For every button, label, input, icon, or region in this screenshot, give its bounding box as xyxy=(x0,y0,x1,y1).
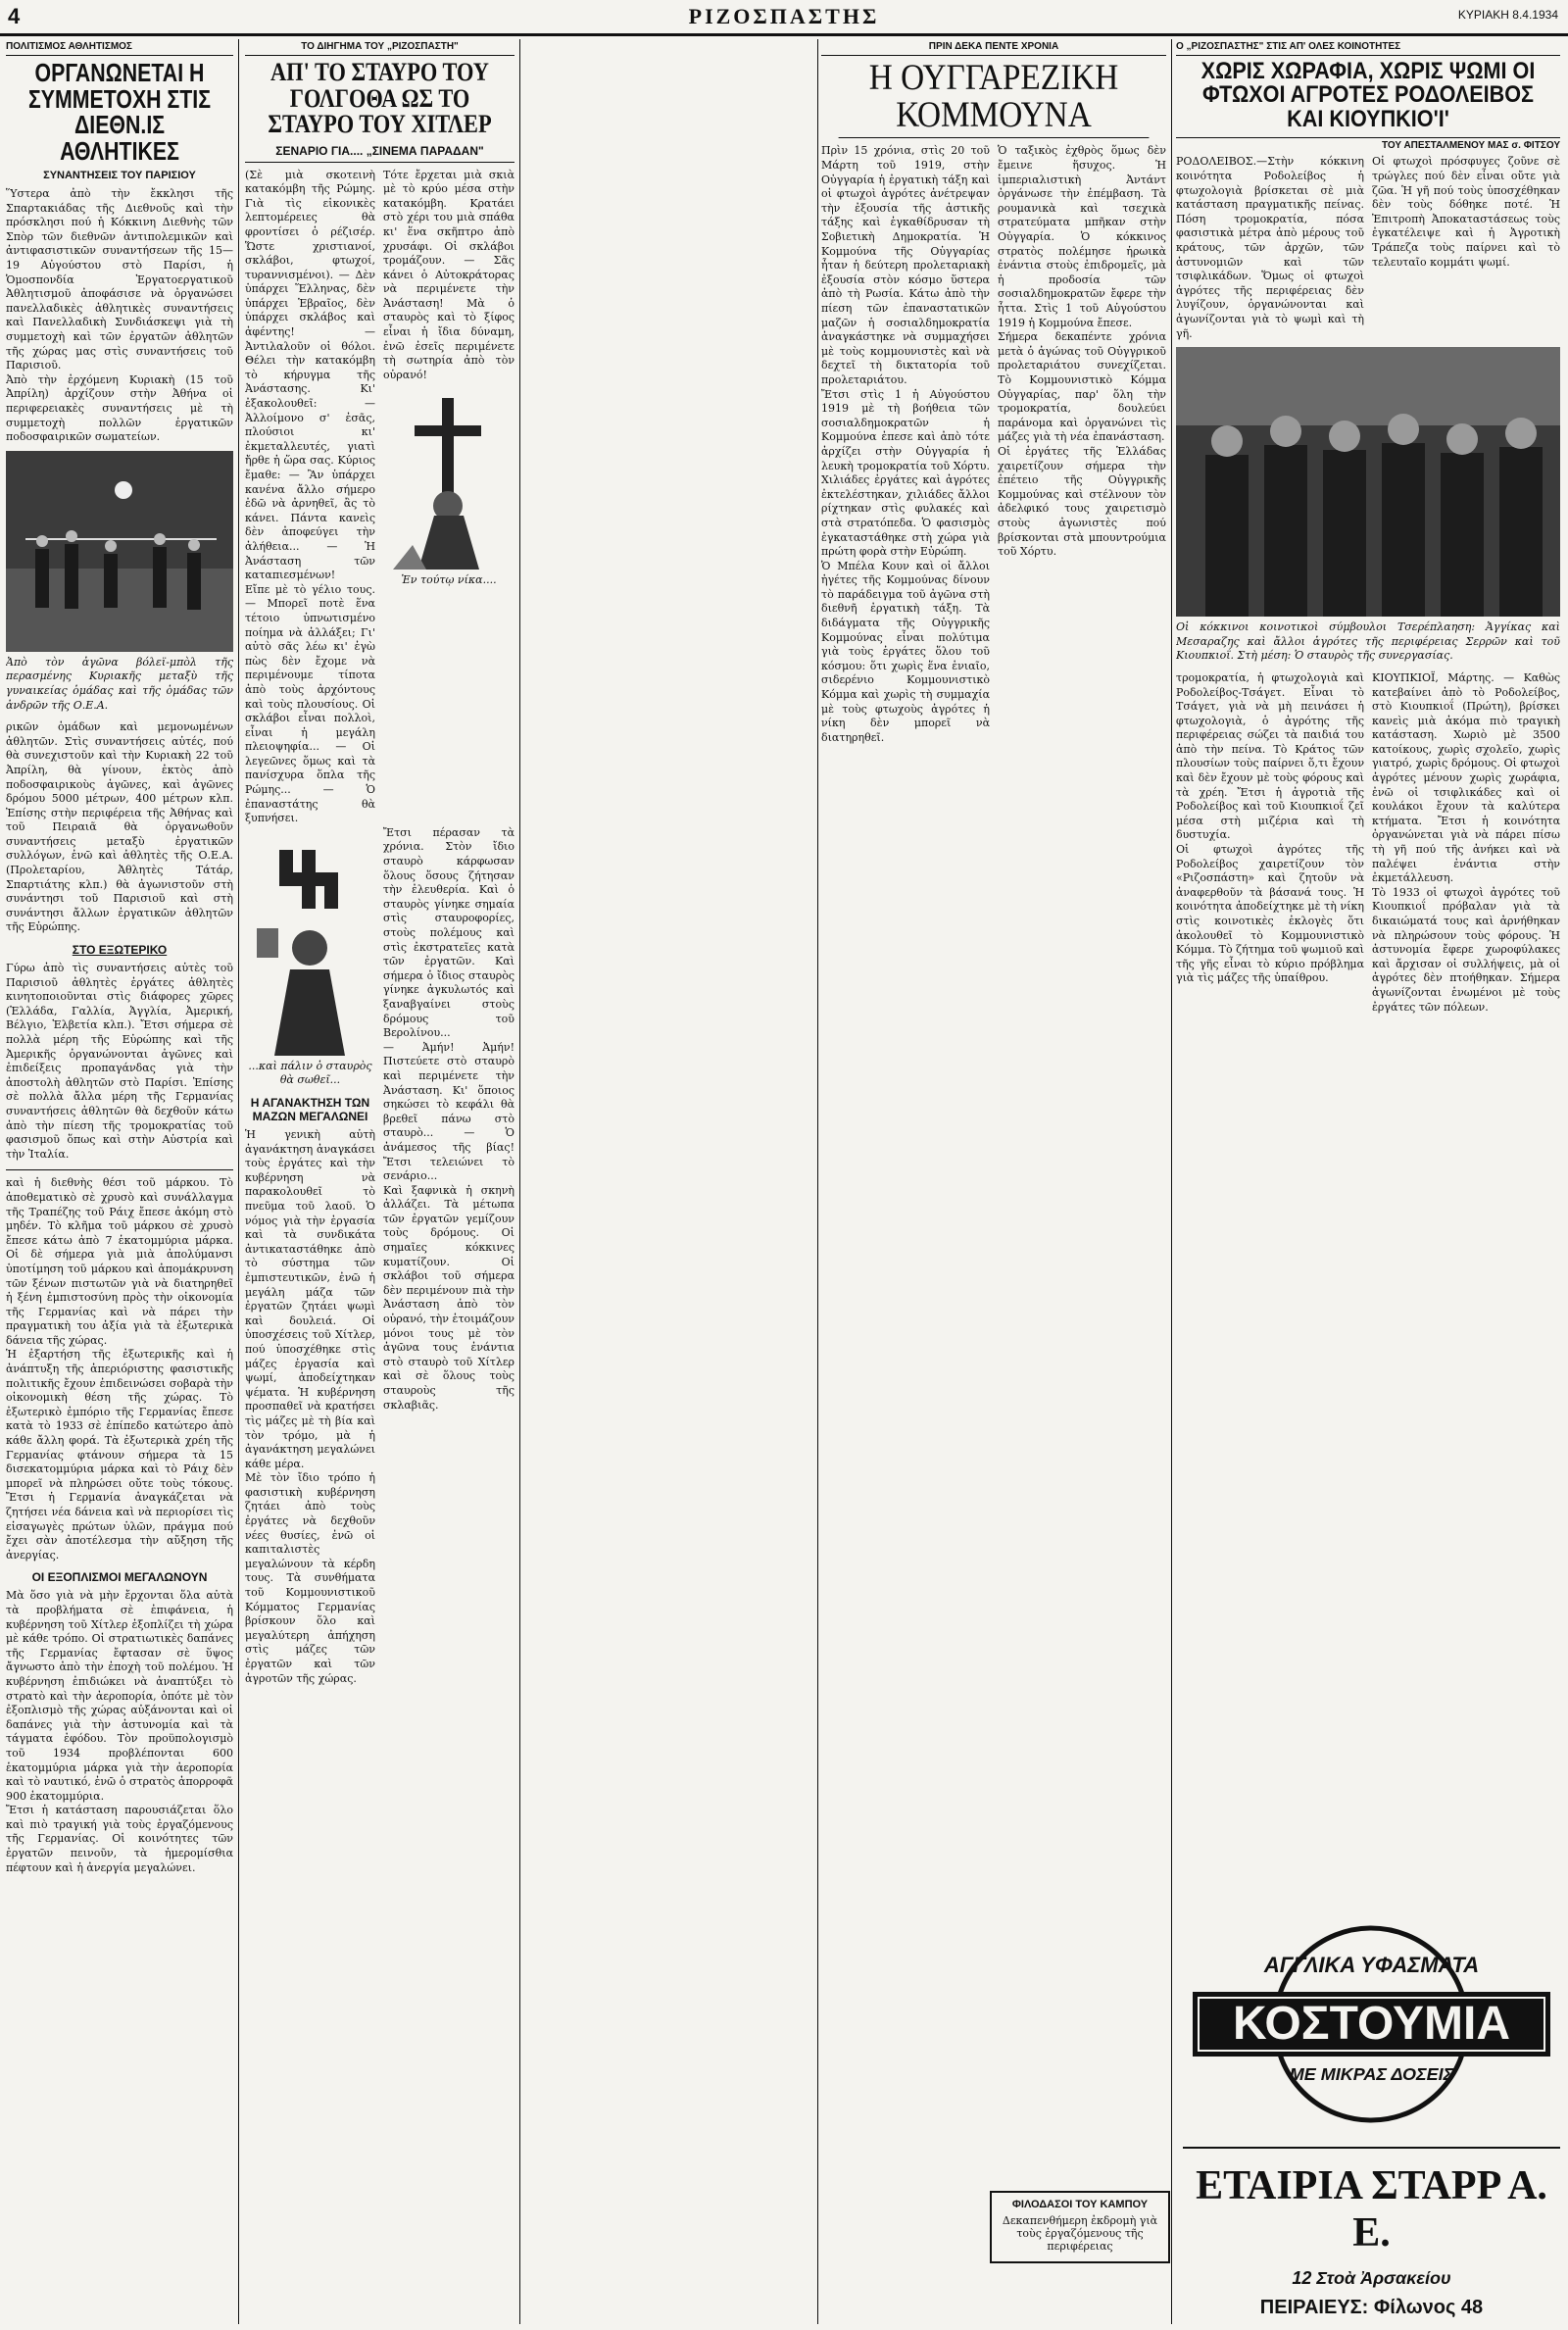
column-rule xyxy=(238,39,239,2324)
commune-text-c: Ἔτσι στὶς 1 ἡ Αὐγούστου 1919 μὲ τὴ βοήθεια τῶν σοσιαλδημοκρατῶν ἡ Κομμούνα ἐπεσε καὶ ἀπὸ τότε ἀρχίζει στὴν Οὐγγαρία ἡ λευκὴ τρομοκρατία τοῦ Χόρτυ. Χιλιάδες ἐργάτες καὶ ἀγρότες ἐκτελέστηκαν, χιλιάδες ἄλλοι ρίχτηκαν στὶς φυλακές καὶ στὰ στρατόπεδα. Ὁ φασισμὸς ἐγκαταστάθηκε στὴ χώρα γιὰ πρώτη φορὰ στὴν Εὐρώπη. xyxy=(821,387,990,559)
commune-kicker: ΠΡΙΝ ΔΕΚΑ ΠΕΝΤΕ ΧΡΟΝΙΑ xyxy=(821,39,1166,56)
story-text-a: (Σὲ μιὰ σκοτεινὴ κατακόμβη τῆς Ρώμης. Γιὰ τὶς εἰκονικὲς λεπτομέρειες θὰ φροντίσει ὁ ρέζισέρ. Ὥστε χριστιανοί, σκλάβοι, φτωχοί, τυραννισμένοι). — Δὲν ὑπάρχει Ἕλληνας, δὲν ὑπάρχει Ἑβραῖος, δὲν ὑπάρχει σκλάβος καὶ ἀφέντης! — Ἀντιλαλοῦν οἱ θόλοι. Θέλει τὴν κατακόμβη τὸ κήρυγμα τῆς Ἀνάστασης. Κι' ἐξακολουθεῖ: — Ἀλλοίμονο σ' ἐσᾶς, πλούσιοι κι' ἐκμεταλλευτές, γιατὶ ἤρθε ἡ ὥρα σας. Κύριος ἔμαθε: — Ἂν ὑπάρχει κανένα ἄλλο σήμερο ἐδῶ νὰ ἀρνηθεῖ, ἂς τὸ κάνει. Πάντα κανεὶς δὲν ἀποφεύγει τὴν ἀλήθεια... — Ἡ Ἀνάσταση τῶν καταπιεσμένων! xyxy=(245,168,375,582)
rodoleivos-kicker: Ο „ΡΙΖΟΣΠΑΣΤΗΣ" ΣΤΙΣ ΑΠ' ΟΛΕΣ ΚΟΙΝΟΤΗΤΕΣ xyxy=(1176,39,1560,56)
story-text-b: Εἴπε μὲ τὸ γέλιο τους. — Μπορεῖ ποτὲ ἕνα τέτοιο ὑπνωτισμένο ποίημα νὰ ἀλλάξει; Γι' αὐτὸ σᾶς λέω κι' ἐγὼ πὼς δὲν ἔχομε νὰ περιμένουμε τίποτα ἀπὸ τοὺς ἀρχόντους καὶ τοὺς πλουσίους. Οἱ σκλάβοι εἶναι πολλοὶ, εἶναι ἡ μεγάλη πλειοψηφία... — Οἱ λεγεῶνες ὅμως καὶ τὰ πανίσχυρα ὅπλα τῆς Ρώμης... — Ὁ ἐπαναστάτης θὰ ξυπνήσει. xyxy=(245,582,375,825)
indignation-heading: Η ΑΓΑΝΑΚΤΗΣΗ ΤΩΝ ΜΑΖΩΝ ΜΕΓΑΛΩΝΕΙ xyxy=(250,1096,370,1124)
story-headline: ΑΠ' ΤΟ ΣΤΑΥΡΟ ΤΟΥ ΓΟΛΓΟΘΑ ΩΣ ΤΟ ΣΤΑΥΡΟ ΤΟΥ ΧΙΤΛΕΡ xyxy=(268,58,492,139)
armament-body-2: Ἔτσι ἡ κατάσταση παρουσιάζεται ὅλο καὶ πιὸ τραγική γιὰ τοὺς ἐργαζόμενους τῆς Γερμανίας. Οἱ κοινότητες τῶν ἐργατῶν πεινοῦν, τὰ ἡμερομίσθια πέφτουν καὶ ἡ ἀνεργία μεγαλώνει. xyxy=(6,1804,233,1874)
commune-text-f: Οἱ ἐργάτες τῆς Ἑλλάδας χαιρετίζουν σήμερα τὴν ἐπέτειο τῆς Οὐγγρικῆς Κομμούνας καὶ στέλνουν τὸν ἀδελφικό τους χαιρετισμὸ στοὺς ἀγωνιστὲς πού βρίσκονται στὰ μπουντρούμια τοῦ Χόρτυ. xyxy=(998,444,1166,559)
column-rule xyxy=(817,39,818,2324)
kampos-ad xyxy=(990,2191,1170,2263)
sports-subhead: ΣΥΝΑΝΤΗΣΕΙΣ ΤΟΥ ΠΑΡΙΣΙΟΥ xyxy=(43,170,196,182)
volleyball-photo-caption: Ἀπὸ τὸν ἀγῶνα βόλεϊ-μπὸλ τῆς περασμένης Κυριακῆς μεταξὺ τῆς γυναικείας ὁμάδας καὶ τῆς ὁμάδας τῶν ἀνδρῶν τῆς Ο.Ε.Α. xyxy=(6,655,233,712)
kioupkioi-text-2: Τὸ 1933 οἱ φτωχοὶ ἀγρότες τοῦ Κιουπκιοΐ πρόβαλαν γιὰ τὰ δικαιώματά τους καὶ ἀρνήθηκαν νὰ πληρώσουν τοὺς φόρους. Ἡ ἀστυνομία ἔφερε χωροφύλακες καὶ ἄρχισαν οἱ συλλήψεις, μὰ οἱ ἀγρότες δὲν πτοήθηκαν. Σήμερα ἀγωνίζονται ἑνωμένοι μὲ τοὺς ἐργάτες τῶν πόλεων. xyxy=(1372,885,1560,1014)
issue-date: ΚΥΡΙΑΚΗ 8.4.1934 xyxy=(1457,8,1558,22)
kampos-ad-title: ΦΙΛΟΔΑΣΟΙ ΤΟΥ ΚΑΜΠΟΥ xyxy=(1011,2199,1149,2210)
starr-company-name: ΕΤΑΙΡΙΑ ΣΤΑΡΡ Α. Ε. xyxy=(1196,2163,1547,2256)
starr-address-piraeus: ΠΕΙΡΑΙΕΥΣ: Φίλωνος 48 xyxy=(1259,2297,1484,2318)
councillors-photo-image xyxy=(1176,347,1560,617)
newspaper-name: ΡΙΖΟΣΠΑΣΤΗΣ xyxy=(688,4,880,28)
masthead xyxy=(0,0,1568,36)
volleyball-photo-image xyxy=(6,451,233,652)
kioupkioi-text: ΚΙΟΥΠΚΙΟΪ, Μάρτης. — Καθὼς κατεβαίνει ἀπὸ τὸ Ροδολείβος, στὸ Κιουπκιοΐ (Πρώτη), βρίσκει κανεὶς μιὰ ἀκόμα πιὸ τραγικὴ κατάσταση. Χωριὸ μὲ 3500 κατοίκους, χωρὶς σχολεῖο, χωρὶς γιατρό, χωρὶς δρόμους. Οἱ φτωχοὶ ἀγρότες μένουν χωρὶς χωράφια, ἐνῶ οἱ τσιφλικάδες καὶ οἱ κουλάκοι ἔχουν τὰ καλύτερα κτήματα. Ἔτσι ἡ κοινότητα ὀργανώνεται γιὰ νὰ πάρει πίσω τὴ γῆ πού τῆς ἀνήκει καὶ νὰ παλέψει ἐνάντια στὴν ἐκμετάλλευση. xyxy=(1372,670,1560,885)
starr-ad xyxy=(1183,2147,1560,2325)
councillors-photo xyxy=(1176,347,1560,617)
germany-body: καὶ ἡ διεθνὴς θέσι τοῦ μάρκου. Τὸ ἀποθεματικὸ σὲ χρυσὸ καὶ συνάλλαγμα τῆς Τραπέζης τοῦ Ράιχ ἔπεσε ἀκόμη στὸ μηδέν. Τὸ κλῆμα τοῦ μάρκου σὲ χρυσὸ ἔπεσε κάτω ἀπὸ 7 ἑκατομμύρια μάρκα. Οἱ δὲ σήμερα γιὰ μιὰ ἀπολύμανσι ὑποτίμηση τοῦ μάρκου καὶ ἀπομάκρυνση τῶν ξένων πιστωτῶν γιὰ νὰ διατηρηθεῖ ἡ ξένη ἐμπιστοσύνη πρὸς τὴν οἰκονομία τῆς Γερμανίας καὶ νὰ πάρει τὴν πραγματικὴ του ἀξία γιὰ τὰ ἐξωτερικὰ δάνεια τῆς χώρας. xyxy=(6,1176,233,1347)
starr-address-athens: 12 Στοὰ Ἀρσακείου xyxy=(1292,2268,1451,2288)
byline: ΤΟΥ ΑΠΕΣΤΑΛΜΕΝΟΥ ΜΑΣ σ. ΦΙΤΣΟΥ xyxy=(1176,137,1560,151)
story-kicker: ΤΟ ΔΙΗΓΗΜΑ ΤΟΥ „ΡΙΖΟΣΠΑΣΤΗ" xyxy=(245,39,514,56)
hitler-cross-cartoon xyxy=(245,830,375,1056)
cross-cartoon-caption: Ἐν τούτῳ νίκα.... xyxy=(401,573,497,587)
story-text-d: Ἔτσι πέρασαν τὰ χρόνια. Στὸν ἴδιο σταυρὸ κάρφωσαν ὅλους ὅσους ζήτησαν τὴν ἐλευθερία. Καὶ ὁ σταυρὸς γίνηκε σημαία στὶς σταυροφορίες, στοὺς πολέμους καὶ στὶς ἐκστρατεῖες κατὰ τῶν ἐργατῶν. Καὶ σήμερα ὁ ἴδιος σταυρὸς γίνηκε ἀγκυλωτός καὶ ξαναβγαίνει στοὺς δρόμους τοῦ Βερολίνου... xyxy=(383,825,514,1040)
hitler-cross-caption: ...καὶ πάλιν ὁ σταυρὸς θὰ σωθεῖ... xyxy=(248,1059,372,1087)
rodoleivos-headline: ΧΩΡΙΣ ΧΩΡΑΦΙΑ, ΧΩΡΙΣ ΨΩΜΙ ΟΙ ΦΤΩΧΟΙ ΑΓΡΟΤΕΣ ΡΟΔΟΛΕΙΒΟΣ ΚΑΙ ΚΙΟΥΠΚΙΟ'Ι' xyxy=(1200,58,1536,132)
story-subhead: ΣΕΝΑΡΙΟ ΓΙΑ.... „ΣΙΝΕΜΑ ΠΑΡΑΔΑΝ" xyxy=(245,144,514,163)
abroad-heading: ΣΤΟ ΕΞΩΤΕΡΙΚΟ xyxy=(72,943,168,958)
column-rule xyxy=(1171,39,1172,2324)
indignation-body-2: Μὲ τὸν ἴδιο τρόπο ἡ φασιστικὴ κυβέρνηση ζητάει ἀπὸ τοὺς ἐργάτες νὰ δεχθοῦν νέες θυσίες, ἐνῶ οἱ καπιταλιστὲς μεγαλώνουν τὰ κέρδη τους. Τὰ συνθήματα τοῦ Κομμουνιστικοῦ Κόμματος Γερμανίας βρίσκουν ὅλο καὶ μεγαλύτερη ἀπήχηση στὶς μάζες τῶν ἐργατῶν καὶ τῶν ἀγροτῶν τῆς χώρας. xyxy=(245,1471,375,1685)
page-number: 4 xyxy=(8,4,21,28)
commune-headline: Η ΟΥΓΓΑΡΕΖΙΚΗ ΚΟΜΜΟΥΝΑ xyxy=(839,60,1150,138)
germany-body-2: Ἡ ἐξαρτήση τῆς ἐξωτερικῆς καὶ ἡ ἀνάπτυξη τῆς ἀπεριόριστης φασιστικῆς πολιτικῆς ἔχουν ἐπιδεινώσει σοβαρὰ τὴν οἰκονομικὴ θέση τῆς χώρας. Τὸ ἐξωτερικὸ ἐμπόριο τῆς Γερμανίας ἔπεσε κατὰ τὸ 1933 σὲ ἐπίπεδο κατώτερο ἀπὸ κάθε ἄλλη φορά. Τὰ ἐξωτερικὰ χρέη τῆς Γερμανίας φτάνουν σήμερα τὰ 15 δισεκατομμύρια μάρκα καὶ τὸ Ράιχ δὲν μπορεῖ νὰ πληρώσει οὔτε τοὺς τόκους. Ἔτσι ἡ Γερμανία ἀναγκάζεται νὰ ζητήσει νέα δάνεια καὶ νὰ περιορίσει τὶς εἰσαγωγὲς πρώτων ὑλῶν, πράγμα πού ἔχει σὰν ἀποτέλεσμα τὴν αὔξηση τῆς ἀνεργίας. xyxy=(6,1348,233,1562)
divider xyxy=(6,1169,233,1170)
sports-body: Ἀπὸ τὴν ἐρχόμενη Κυριακὴ (15 τοῦ Ἀπρίλη) ἀρχίζουν στὴν Ἀθήνα οἱ περιφερειακὲς συναντήσεις μὲ τὴ συμμετοχὴ πολλῶν ἐργατικῶν ποδοσφαιρικῶν σωματείων. xyxy=(6,372,233,444)
section-kicker: ΠΟΛΙΤΙΣΜΟΣ ΑΘΛΗΤΙΣΜΟΣ xyxy=(6,39,233,56)
commune-column xyxy=(821,39,1166,2324)
sports-body-continued: ρικῶν ὁμάδων καὶ μεμονωμένων ἀθλητῶν. Στὶς συναντήσεις αὐτές, πού θὰ συνεχιστοῦν καὶ τὴν Κυριακὴ 22 τοῦ Ἀπρίλη, θὰ γίνουν, ἐκτὸς ἀπὸ ποδοσφαιρικοὺς ἀγῶνες, καὶ ἀγῶνες δρόμου 5000 μέτρων, 400 μέτρων κλπ. Ἐπίσης στὴν περιφέρεια τῆς Ἀθήνας καὶ τοῦ Πειραιᾶ θὰ ὀργανωθοῦν συναντήσεις μεταξὺ ἐργατικῶν συλλόγων, ἐνῶ καὶ ἀθλητὲς τῆς Ο.Ε.Α. (Προλεταρίου, Ἀθλητὲς Τάτάρ, Σπαρτιάτης κλπ.) θὰ ἀγωνιστοῦν στὴ συνάντησι τοῦ Παρισιοῦ καὶ στὴ συνάντησι ἄλλων ἐργατικῶν ἀθλητῶν τῆς Εὐρώπης. xyxy=(6,720,233,934)
councillors-photo-caption: Οἱ κόκκινοι κοινοτικοὶ σύμβουλοι Τσερέπλαηση: Ἀγγίκας καὶ Μεσαραζης καὶ ἄλλοι ἀγρότες τῆς περιφέρειας Σερρῶν καὶ τοῦ Κιουπκιοΐ. Στὴ μέση: Ὁ σταυρὸς τῆς συνεργασίας. xyxy=(1176,620,1560,663)
hitler-cross-cartoon-image xyxy=(245,830,375,1056)
commune-text-d: Σήμερα δεκαπέντε χρόνια μετὰ ὁ ἀγώνας τοῦ Οὐγγρικοῦ προλεταριάτου συνεχίζεται. Τὸ Κομμουνιστικὸ Κόμμα Οὐγγαρίας, παρ' ὅλη τὴν τρομοκρατία, δουλεύει παράνομα καὶ ὀργανώνει τὶς μάζες γιὰ τὴ νέα ἐπανάσταση. xyxy=(998,330,1166,444)
commune-text-b: Ὁ ταξικὸς ἐχθρὸς ὅμως δὲν ἔμεινε ἥσυχος. Ἡ ἱμπεριαλιστικὴ Ἀντάντ ὀργάνωσε τὴν ἐπέμβαση. Τὰ ρουμανικὰ καὶ τσεχικὰ στρατεύματα μπῆκαν στὴν Οὐγγαρία. Ὁ κόκκινος στρατὸς πολέμησε ἡρωικὰ ἐνάντια στοὺς ἐπιδρομεῖς, μὰ ἡ προδοσία τῶν σοσιαλδημοκρατῶν ἔφερε τὴν ἧττα. Στὶς 1 τοῦ Αὐγούστου 1919 ἡ Κομμούνα ἔπεσε. xyxy=(998,144,1166,329)
kampos-ad-body: Δεκαπενθήμερη ἐκδρομὴ γιὰ τοὺς ἐργαζόμενους τῆς περιφέρειας xyxy=(1002,2214,1158,2253)
cross-cartoon-image xyxy=(383,388,514,570)
kostoumia-ad xyxy=(1183,1921,1560,2127)
commune-text-a: Πρὶν 15 χρόνια, στὶς 20 τοῦ Μάρτη τοῦ 1919, στὴν Οὐγγαρία ἡ ἐργατικὴ τάξη καὶ οἱ φτωχοὶ ἀγρότες ἀνέτρεψαν τὴν ἐξουσία τῆς ἀστικῆς τάξης καὶ ἐγκαθίδρυσαν τὴ Σοβιετικὴ Δημοκρατία. Ἡ Κομμούνα τῆς Οὐγγαρίας ἦταν ἡ δεύτερη προλεταριακὴ ἐξουσία στὸν κόσμο ὕστερα ἀπὸ τὴ Ρωσία. Κάτω ἀπὸ τὴν πίεση τῶν ἐπαναστατικῶν μαζῶν ἡ σοσιαλδημοκρατία ἀναγκάστηκε νὰ συμμαχήσει μὲ τοὺς κομμουνιστὲς καὶ νὰ δεχτεῖ τὴ δικτατορία τοῦ προλεταριάτου. xyxy=(821,144,990,386)
indignation-body: Ἡ γενικὴ αὐτὴ ἀγανάκτηση ἀναγκάσει τοὺς ἐργάτες καὶ τὴν κυβέρνηση νὰ παρακολουθεῖ τὸ πνεῦμα τοῦ λαοῦ. Ὁ νόμος γιὰ τὴν ἐργασία καὶ τὰ συνδικάτα ἀντικαταστάθηκε ἀπὸ τὸ σύστημα τῶν ἐμπιστευτικῶν, ἐνῶ ἡ μεγάλη μάζα τῶν ἐργατῶν ζητάει ψωμὶ καὶ δουλειά. Οἱ ὑποσχέσεις τοῦ Χίτλερ, πού ὑποσχέθηκε στὶς μάζες ἐργασία καὶ ψωμί, ἀποδείχτηκαν ψέματα. Ἡ κυβέρνηση προσπαθεῖ νὰ κρατήσει τὶς μάζες μὲ τὴ βία καὶ τὸν τρόμο, μὰ ἡ ἀγανάκτηση μεγαλώνει κάθε μέρα. xyxy=(245,1128,375,1470)
story-column xyxy=(245,39,514,2324)
story-text-h: Καὶ ξαφνικὰ ἡ σκηνὴ ἀλλάζει. Τὰ μέτωπα τῶν ἐργατῶν γεμίζουν τοὺς δρόμους. Οἱ σημαῖες κόκκινες κυματίζουν. Οἱ σκλάβοι τοῦ σήμερα δὲν περιμένουν πιὰ τὴν Ἀνάσταση ἀπὸ τὸν οὐρανό, τὴν ἑτοιμάζουν μόνοι τους μὲ τὸν ἀγῶνα τους ἐνάντια στὸ σταυρὸ τοῦ Χίτλερ καὶ σὲ ὅλους τοὺς σταυροὺς τῆς σκλαβιᾶς. xyxy=(383,1183,514,1412)
armament-heading: ΟΙ ΕΞΟΠΛΙΣΜΟΙ ΜΕΓΑΛΩΝΟΥΝ xyxy=(31,1570,208,1585)
kostoumia-bottom-text: ΜΕ ΜΙΚΡΑΣ ΔΟΣΕΙΣ xyxy=(1289,2064,1454,2084)
commune-text-e: Ὁ Μπέλα Κουν καὶ οἱ ἄλλοι ἡγέτες τῆς Κομμούνας δίνουν τὸ παράδειγμα τοῦ ἀγῶνα στὴ διεθνῆ ἐργατικὴ τάξη. Τὰ διδάγματα τῆς Οὐγγρικῆς Κομμούνας εἶναι πολύτιμα γιὰ τοὺς ἐργάτες ὅλου τοῦ κόσμου: ὅτι χωρὶς ἕνα ἑνιαῖο, σιδερένιο Κομμουνιστικὸ Κόμμα καὶ χωρὶς τὴ συμμαχία μὲ τοὺς φτωχοὺς ἀγρότες ἡ νίκη δὲν μπορεῖ νὰ διατηρηθεῖ. xyxy=(821,559,990,744)
volleyball-photo xyxy=(6,451,233,652)
rodoleivos-text-a: ΡΟΔΟΛΕΙΒΟΣ.—Στὴν κόκκινη κοινότητα Ροδολείβος ἡ φτωχολογιὰ βρίσκεται σὲ μιὰ κατάσταση πραγματικῆς πείνας. Πόση τρομοκρατία, πόσα φασιστικὰ μέτρα ἀπὸ μέρους τοῦ κράτους, τῶν ἀρχῶν, τῶν ἀστυνομιῶν καὶ τῶν τσιφλικάδων. Ὅμως οἱ φτωχοὶ ἀγρότες τῆς περιφέρειας δὲν λυγίζουν, ὀργανώνονται καὶ ἀγωνίζονται γιὰ τὸ ψωμὶ καὶ τὴ γῆ. xyxy=(1176,155,1364,340)
rodoleivos-text-d: Οἱ φτωχοὶ ἀγρότες τῆς Ροδολείβος χαιρετίζουν τὸν «Ριζοσπάστη» καὶ ζητοῦν νὰ ἀναφερθοῦν τὰ βάσανά τους. Ἡ κοινότητα ἀποδείχτηκε μὲ τὴ νίκη στὶς κοινοτικὲς ἐκλογὲς ὅτι ἀκολουθεῖ τὸ Κομμουνιστικὸ Κόμμα. Τὸ ζήτημα τοῦ ψωμιοῦ καὶ τῆς γῆς εἶναι τὸ κύριο πρόβλημα γιὰ τὶς μάζες τῆς ὑπαίθρου. xyxy=(1176,843,1364,985)
kostoumia-main-text: ΚΟΣΤΟΥΜΙΑ xyxy=(1232,1998,1511,2050)
rodoleivos-text-c: τρομοκρατία, ἡ φτωχολογιὰ καὶ Ροδολείβος-Τσάγετ. Εἶναι τὸ Τσάγετ, γιὰ νὰ μὴ πεινάσει ἡ φτωχολογιὰ, ὁ ἀγρότης τῆς περιφέρειας σώζει τὰ παιδιά του ἀπὸ τὴν πείνα. Τὸ Κράτος τῶν πλουσίων τοὺς παίρνει ὅ,τι ἔχουν καὶ δὲν ἔχουν μὲ τοὺς φόρους καὶ τὰ χρέη. Ἔτσι ἡ ἀγροτιὰ τῆς Ροδολείβος καὶ τοῦ Κιουπκιοΐ ζεῖ μέσα στὴ μιζέρια καὶ τὴ δυστυχία. xyxy=(1176,670,1364,842)
kostoumia-top-text: ΑΓΓΛΙΚΑ ΥΦΑΣΜΑΤΑ xyxy=(1263,1953,1480,1977)
story-text-g: — Ἀμήν! Ἀμήν! Πιστεύετε στὸ σταυρὸ καὶ περιμένετε τὴν Ἀνάσταση. Κι' ὅποιος σηκώσει τὸ κεφάλι θὰ βρεθεῖ πάνω στὸ σταυρὸ... — Ὁ ἀνάμεσος τῆς βίας! Ἔτσι τελειώνει τὸ σενάριο... xyxy=(383,1040,514,1183)
story-text-c: Τότε ἔρχεται μιὰ σκιὰ μὲ τὸ κρύο μέσα στὴν κατακόμβη. Κρατάει στὸ χέρι του μιὰ σπάθα κι' ἕνα σκῆπτρο ἀπὸ χρυσάφι. Οἱ σκλάβοι τρομάζουν. — Σᾶς κάνει ὁ Αὐτοκράτορας νὰ περιμένετε τὴν Ἀνάσταση! Μὰ ὁ σταυρὸς καὶ τὸ ξίφος εἶναι ἡ ἴδια δύναμη, ἐνῶ ἐσεῖς περιμένετε τὴ σωτηρία ἀπὸ τὸν οὐρανό! xyxy=(383,168,514,381)
column-rule xyxy=(519,39,520,2324)
sports-column xyxy=(6,39,233,2324)
sports-intro: Ὕστερα ἀπὸ τὴν ἔκκλησι τῆς Σπαρτακιάδας τῆς Διεθνοῦς καὶ τὴν πρόσκλησι πού ἡ Κόκκινη Διεθνὴς τῶν Σπὸρ τῶν διεθνῶν ἀντιπολεμικῶν καὶ ἀντιφασιστικῶν συναντήσεων τῆς 15—19 Αὐγούστου στὸ Παρίσι, ἡ Ὁμοσπονδία Ἐργατοεργατικοῦ Ἀθλητισμοῦ ἀποφάσισε νὰ ὀργανώσει πανελλαδικὲς ἀθλητικὲς συναντήσεις καὶ Πανελλαδικὴ Συνδιάσκεψι γιὰ τὴ συμμετοχὴ καὶ τῶν ἐργατῶν ἀθλητῶν τῆς χώρας μας στὶς συναντήσεις τοῦ Παρισιοῦ. xyxy=(6,187,233,372)
sports-headline: ΟΡΓΑΝΩΝΕΤΑΙ Η ΣΥΜΜΕΤΟΧΗ ΣΤΙΣ ΔΙΕΘΝ.ΙΣ ΑΘΛΗΤΙΚΕΣ xyxy=(27,58,212,166)
cross-cartoon xyxy=(383,388,514,570)
abroad-body: Γύρω ἀπὸ τὶς συναντήσεις αὐτὲς τοῦ Παρισιοῦ ἀθλητὲς ἐργάτες ἀθλητὲς κινητοποιοῦνται στὶς διάφορες χῶρες (Ἑλλάδα, Γαλλία, Ἀγγλία, Ἀμερική, Βέλγιο, Ἑλβετία κλπ.). Ἔτσι σήμερα σὲ πολλὰ μέρη τῆς Εὐρώπης καὶ τῆς Ἀμερικῆς ὀργανώνονται ἀγῶνες καὶ ἐπιδείξεις προπαγάνδας γιὰ τὴν ἀποστολὴ ἀθλητῶν στὸ Παρίσι. Ἐπίσης σὲ πολλὰ ἄλλα μέρη τῆς Γερμανίας συναντήσεις ἀθλητῶν θὰ δεχθοῦν κάτω ἀπὸ τὴν πίεση τῆς τρομοκρατίας τοῦ φασισμοῦ ὅπως καὶ στὴν Αὐστρία καὶ τὴν Ἰταλία. xyxy=(6,962,233,1161)
armament-body: Μὰ ὅσο γιὰ νὰ μὴν ἔρχονται ὅλα αὐτὰ τὰ προβλήματα σὲ ἐπιφάνεια, ἡ κυβέρνηση τοῦ Χίτλερ ἐξοπλίζει τὴ χώρα μὲ κάθε τρόπο. Οἱ στρατιωτικὲς δαπάνες τῆς Γερμανίας ἔφτασαν σὲ ὕψος ἄγνωστο ἀπὸ τὴν ἐποχὴ τοῦ πολέμου. Ἡ κυβέρνηση ἐπιδιώκει νὰ ἀναπτύξει τὸ στρατὸ καὶ τὴν ἀεροπορία, ὁπότε μὲ τὸν ἐξοπλισμὸ τῆς χώρας αὐξάνονται καὶ οἱ δαπάνες γιὰ τὴν ἀστυνομία καὶ τὰ τάγματα ἐφόδου. Τὸν προϋπολογισμὸ τοῦ 1934 προβλέπονται 600 ἑκατομμύρια μάρκα γιὰ τὴν ἀεροπορία καὶ τὸ ναυτικό, ἐνῶ ὁ στρατὸς ἀπορροφᾶ 900 ἑκατομμύρια. xyxy=(6,1589,233,1803)
rodoleivos-text-b: Οἱ φτωχοὶ πρόσφυγες ζοῦνε σὲ τρώγλες πού δὲν εἶναι οὔτε γιὰ ζῶα. Ἡ γῆ πού τοὺς ὑποσχέθηκαν δὲν τοὺς δόθηκε ποτέ. Ἡ Ἐπιτροπὴ Ἀποκαταστάσεως τοὺς ἐγκατέλειψε καὶ ἡ Ἀγροτικὴ Τράπεζα τοὺς παίρνει καὶ τὸ τελευταῖο κομμάτι ψωμί. xyxy=(1372,155,1560,269)
